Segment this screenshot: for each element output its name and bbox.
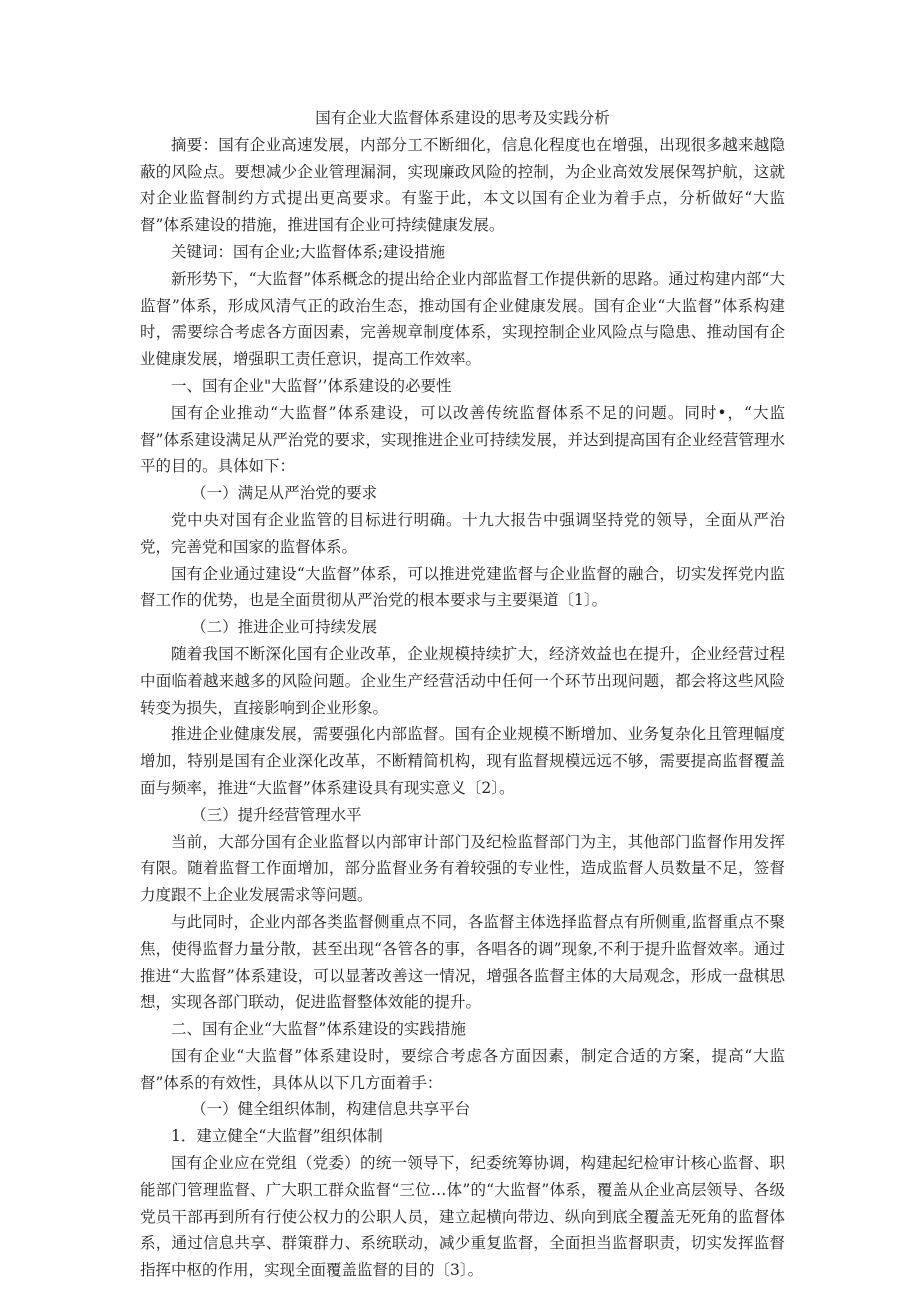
section-1-sub-1-paragraph-2: 国有企业通过建设“大监督”体系，可以推进党建监督与企业监督的融合，切实发挥党内监督工作的优势，也是全面贯彻从严治党的根本要求与主要渠道〔1〕。 [140, 564, 785, 610]
document-page [140, 105, 785, 1284]
section-1-sub-1-heading: （一）满足从严治党的要求 [191, 484, 378, 503]
section-1-sub-3-paragraph-1: 当前，大部分国有企业监督以内部审计部门及纪检监督部门为主，其他部门监督作用发挥有限。随着监督工作面增加，部分监督业务有着较强的专业性，造成监督人员数量不足，签督力度跟不上企业发展需求等问题。 [140, 832, 785, 905]
section-2-intro: 国有企业“大监督”体系建设时，要综合考虑各方面因素，制定合适的方案，提高“大监督”体系的有效性，具体从以下几方面着手： [140, 1046, 785, 1092]
section-1-sub-1-paragraph-1: 党中央对国有企业监管的目标进行明确。十九大报告中强调坚持党的领导，全面从严治党，完善党和国家的监督体系。 [140, 510, 785, 556]
keywords-line: 关键词：国有企业;大监督体系;建设措施 [171, 242, 445, 261]
section-2-item-1-heading: 1．建立健全“大监督”组织体制 [171, 1127, 383, 1146]
section-1-sub-3-heading: （三）提升经营管理水平 [191, 805, 362, 824]
section-2-heading: 二、国有企业“大监督”体系建设的实践措施 [171, 1020, 466, 1039]
abstract-paragraph: 摘要：国有企业高速发展，内部分工不断细化，信息化程度也在增强，出现很多越来越隐蔽的风险点。要想减少企业管理漏洞，实现廉政风险的控制，为企业高效发展保驾护航，这就对企业监督制约方式提出更高要求。有鉴于此，本文以国有企业为着手点，分析做好“大监督”体系建设的措施，推进国有企业可持续健康发展。 [140, 135, 785, 235]
section-1-sub-2-paragraph-2: 推进企业健康发展，需要强化内部监督。国有企业规模不断增加、业务复杂化且管理幅度增加，特别是国有企业深化改革，不断精简机构，现有监督规模远远不够，需要提高监督覆盖面与频率，推进“大监督”体系建设具有现实意义〔2〕。 [140, 725, 785, 797]
section-1-sub-3-paragraph-2: 与此同时，企业内部各类监督侧重点不同，各监督主体选择监督点有所侧重,监督重点不聚焦，使得监督力量分散，甚至出现“各管各的事，各唱各的调”现象,不利于提升监督效率。通过推进“大监督”体系建设，可以显著改善这一情况，增强各监督主体的大局观念，形成一盘棋思想，实现各部门联动，促进监督整体效能的提升。 [140, 912, 785, 1012]
section-1-heading: 一、国有企业"大监督’’体系建设的必要性 [171, 376, 452, 395]
section-2-sub-1-heading: （一）健全组织体制，构建信息共享平台 [191, 1100, 471, 1119]
section-1-intro: 国有企业推动“大监督”体系建设，可以改善传统监督体系不足的问题。同时•，“大监督”体系建设满足从严治党的要求，实现推进企业可持续发展，并达到提高国有企业经营管理水平的目的。具体如下： [140, 403, 785, 476]
section-1-sub-2-heading: （二）推进企业可持续发展 [191, 618, 378, 637]
section-1-sub-2-paragraph-1: 随着我国不断深化国有企业改革，企业规模持续扩大，经济效益也在提升，企业经营过程中面临着越来越多的风险问题。企业生产经营活动中任何一个环节出现问题，都会将这些风险转变为损失，直接影响到企业形象。 [140, 644, 785, 717]
document-title: 国有企业大监督体系建设的思考及实践分析 [315, 109, 610, 127]
intro-paragraph: 新形势下，“大监督”体系概念的提出给企业内部监督工作提供新的思路。通过构建内部“大监督”体系，形成风清气正的政治生态，推动国有企业健康发展。国有企业“大监督”体系构建时，需要综合考虑各方面因素，完善规章制度体系，实现控制企业风险点与隐患、推动国有企业健康发展，增强职工责任意识，提高工作效率。 [140, 269, 785, 369]
section-2-item-1-paragraph: 国有企业应在党组（党委）的统一领导下，纪委统筹协调，构建起纪检审计核心监督、职能部门管理监督、广大职工群众监督“三位…体”的“大监督”体系，覆盖从企业高层领导、各级党员干部再到所有行使公权力的公职人员，建立起横向带边、纵向到底全覆盖无死角的监督体系，通过信息共享、群策群力、系统联动，减少重复监督，全面担当监督职责，切实发挥监督指挥中枢的作用，实现全面覆盖监督的目的〔3〕。 [140, 1154, 785, 1280]
